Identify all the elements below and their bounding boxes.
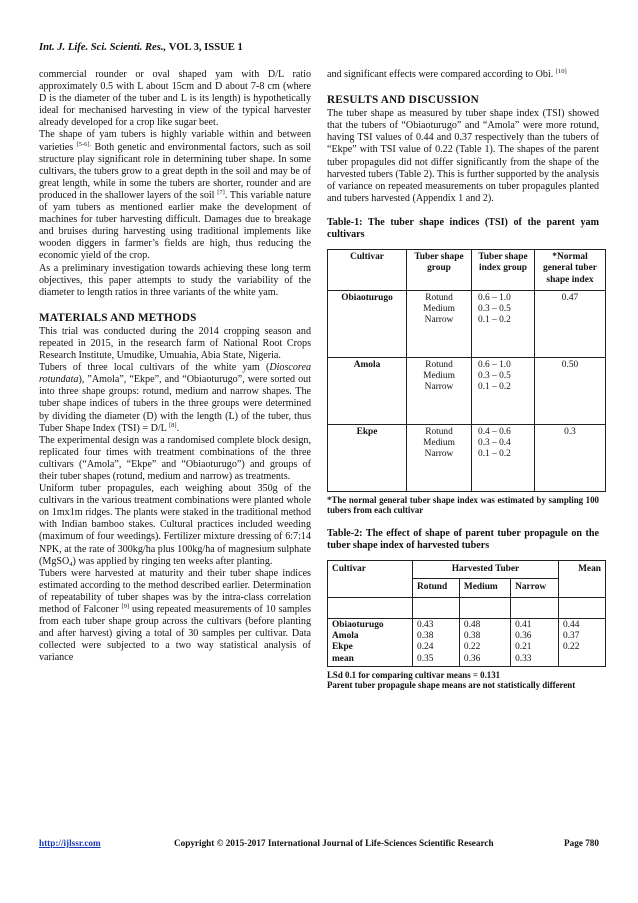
table-cell: 0.50 <box>535 357 606 424</box>
paragraph: Tubers were harvested at maturity and their tuber shape indices estimated according to the method described earlier. Determination of repeatability of tuber shapes was by the intra-class correlation method of Falconer [9] using repeated measurements of 10 samples from each tuber shape group across the cultivars (before planting and after harvest) giving a total of 30 samples per cultivar. Data collected were subjected to a two way statistical analysis of variance <box>39 567 311 664</box>
section-heading: MATERIALS AND METHODS <box>39 311 197 324</box>
table-cell: 0.6 – 1.0 0.3 – 0.5 0.1 – 0.2 <box>472 290 535 357</box>
journal-title: Int. J. Life. Sci. Scienti. Res., <box>39 42 167 53</box>
table-header: Harvested Tuber <box>413 561 559 579</box>
species-name: Dioscorea rotundata <box>39 362 311 386</box>
table-row <box>328 424 606 491</box>
table1-footnote: *The normal general tuber shape index was estimated by sampling 100 tubers from each cultivar <box>327 494 599 516</box>
table-header: *Normal general tuber shape index <box>535 249 606 290</box>
left-column <box>39 69 311 665</box>
table-header: Mean <box>559 561 606 598</box>
volume-issue: VOL 3, ISSUE 1 <box>168 42 243 53</box>
table-header: Narrow <box>511 579 559 597</box>
paragraph: The tuber shape as measured by tuber shape index (TSI) showed that the tubers of “Obiaoturugo” and “Amola” were more rotund, having TSI values of 0.44 and 0.37 respectively than the tubers of “Ekpe” with TSI value of 0.22 (Table 1). The shapes of the parent tuber propagules did not differ significantly from the shape of the harvested tubers (Table 2). This is further supported by the analysis of variance on repeated measurements on tuber propagules planted and tubers harvested (Appendix 1 and 2). <box>327 108 599 204</box>
table-row <box>328 357 606 424</box>
section-heading: RESULTS AND DISCUSSION <box>327 94 479 107</box>
citation: [10] <box>555 68 567 75</box>
paragraph: Tubers of three local cultivars of the white yam (Dioscorea rotundata), ”Amola”, “Ekpe”, and “Obiaoturugo”, were sorted out into three shape groups: rotund, medium and narrow shapes. The tuber shape indices of tubers in the three groups were determined by dividing the diameter (D) with the length (L) of the tuber, thus Tuber Shape Index (TSI) = D/L [8]. <box>39 362 311 434</box>
journal-link[interactable]: http://ijlssr.com <box>39 838 101 848</box>
table2 <box>327 560 606 667</box>
table-cell: 0.41 0.36 0.21 0.33 <box>511 618 559 666</box>
paragraph: and significant effects were compared according to Obi. [10] <box>327 68 567 80</box>
citation: [7] <box>217 188 225 196</box>
citation: [8] <box>168 421 177 429</box>
paragraph: Uniform tuber propagules, each weighing about 350g of the cultivars in the various treatment combinations were planted whole on 1mx1m ridges. The plants were staked in the traditional method with Indian bamboo stakes. Cultural practices included weeding (maximum of four weedings). Fertilizer mixture dressing of 6:7:14 NPK, at the rate of 300kg/ha plus 100kg/ha of magnesium sulphate (MgSO$_4$) was applied by ringing ten weeks after planting. <box>39 483 311 568</box>
table-cell: Rotund Medium Narrow <box>407 290 472 357</box>
table-cell: 0.48 0.38 0.22 0.36 <box>459 618 510 666</box>
table-cell: 0.43 0.38 0.24 0.35 <box>413 618 460 666</box>
table-row <box>328 618 606 666</box>
table-header: Cultivar <box>328 249 407 290</box>
page-number: Page 780 <box>564 838 599 848</box>
paragraph: The experimental design was a randomised complete block design, replicated four times with treatment combinations of the three cultivars (“Amola”, “Ekpe” and “Obiaoturugo”) and groups of their tuber shapes (rotund, medium and narrow) as treatments. <box>39 434 311 482</box>
table-header: Tuber shape group <box>407 249 472 290</box>
paragraph: This trial was conducted during the 2014 cropping season and repeated in 2015, in the research farm of National Root Crops Research Institute, Umudike, Umuahia, Abia State, Nigeria. <box>39 325 311 362</box>
table2-title: Table-2: The effect of shape of parent tuber propagule on the tuber shape index of harvested tubers <box>327 528 599 552</box>
table-header: Medium <box>459 579 510 597</box>
table-cell: Amola <box>328 357 407 424</box>
paragraph: The shape of yam tubers is highly variable within and between varieties $^{[5-6].}$ Both genetic and environmental factors, such as soil structure play significant role in determining tuber shape. In some cultivars, the tubers grow to a great depth in the soil and may be of great length, while in some the tubers are shorter, rounder and are produced in the shallower layers of the soil [7]. This variable nature of yam tubers as mentioned earlier make the development of machines for tuber harvesting difficult. Damages due to breakage and bruises during harvesting using traditional implements like wooden diggers in farmer’s fields are high, thus reducing the economic yield of the crop. <box>39 129 311 262</box>
copyright: Copyright © 2015-2017 International Journal of Life-Sciences Scientific Research <box>174 838 494 848</box>
table-cell: 0.3 <box>535 424 606 491</box>
table-cell: 0.4 – 0.6 0.3 – 0.4 0.1 – 0.2 <box>472 424 535 491</box>
paragraph: commercial rounder or oval shaped yam with D/L ratio approximately 0.5 with L about 15cm and D about 7-8 cm (where D is the diameter of the tuber and L is its length) is hypothetically ideal for mechanised harvesting in view of the typical harvester already developed for a crop like sugar beet. <box>39 69 311 129</box>
table-cell: Rotund Medium Narrow <box>407 357 472 424</box>
table-header: Cultivar <box>328 561 413 598</box>
table-cell: 0.47 <box>535 290 606 357</box>
right-column <box>327 69 599 691</box>
table-header: Tuber shape index group <box>472 249 535 290</box>
table-row <box>328 290 606 357</box>
table-cell: Rotund Medium Narrow <box>407 424 472 491</box>
table-cell: Obiaoturugo Amola Ekpe mean <box>328 618 413 666</box>
table-cell: Obiaoturugo <box>328 290 407 357</box>
table-header: Rotund <box>413 579 460 597</box>
table1 <box>327 249 606 492</box>
table2-footnote: Parent tuber propagule shape means are not statistically different <box>327 680 576 691</box>
table1-title: Table-1: The tuber shape indices (TSI) of the parent yam cultivars <box>327 216 599 240</box>
table-cell: Ekpe <box>328 424 407 491</box>
paragraph: As a preliminary investigation towards achieving these long term objectives, this paper attempts to study the variability of the diameter to length ratios in three variants of the white yam. <box>39 262 311 298</box>
table-cell: 0.44 0.37 0.22 <box>559 618 606 666</box>
table2-footnote: LSd 0.1 for comparing cultivar means = 0.131 <box>327 669 501 680</box>
citation: [9] <box>121 603 130 611</box>
running-header <box>39 42 243 53</box>
table-cell: 0.6 – 1.0 0.3 – 0.5 0.1 – 0.2 <box>472 357 535 424</box>
citation: [5-6]. <box>76 140 92 148</box>
